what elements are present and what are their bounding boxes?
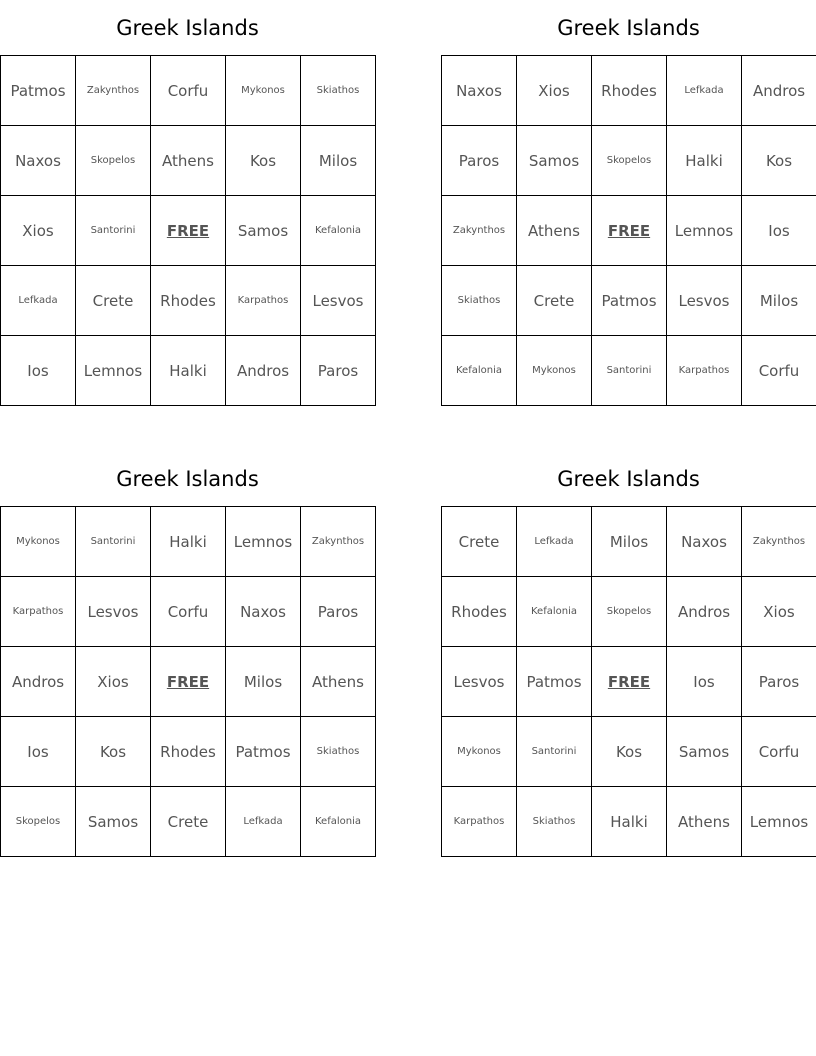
grid-cell: Zakynthos (76, 56, 151, 126)
grid-row (442, 647, 816, 717)
grid-cell: Skiathos (442, 266, 517, 336)
grid-cell: Patmos (592, 266, 667, 336)
grid-cell: Naxos (442, 56, 517, 126)
grid-cell: Skiathos (517, 787, 592, 857)
grid-cell: Milos (742, 266, 816, 336)
grid-cell: Karpathos (1, 577, 76, 647)
grid-cell: Crete (151, 787, 226, 857)
bingo-grid (441, 506, 816, 857)
grid-cell: Lesvos (76, 577, 151, 647)
grid-cell: Corfu (742, 717, 816, 787)
grid-cell: Naxos (667, 507, 742, 577)
card-title: Greek Islands (116, 16, 259, 40)
grid-cell: Halki (592, 787, 667, 857)
grid-cell: Zakynthos (442, 196, 517, 266)
grid-cell: Xios (517, 56, 592, 126)
grid-cell: Halki (667, 126, 742, 196)
grid-cell: Zakynthos (301, 507, 376, 577)
grid-cell: Xios (76, 647, 151, 717)
grid-cell: Lemnos (742, 787, 816, 857)
grid-cell: Kos (226, 126, 301, 196)
grid-cell: Milos (301, 126, 376, 196)
grid-cell: Milos (226, 647, 301, 717)
grid-row (442, 787, 816, 857)
grid-cell: Kefalonia (442, 336, 517, 406)
grid-cell: Karpathos (667, 336, 742, 406)
grid-cell: Andros (1, 647, 76, 717)
free-space: FREE (592, 196, 667, 266)
grid-row (442, 126, 816, 196)
grid-row (1, 336, 376, 406)
grid-cell: Paros (301, 577, 376, 647)
grid-row (1, 56, 376, 126)
grid-cell: Rhodes (442, 577, 517, 647)
grid-cell: Lesvos (442, 647, 517, 717)
grid-row (1, 787, 376, 857)
grid-cell: Halki (151, 336, 226, 406)
grid-cell: Samos (226, 196, 301, 266)
bingo-grid (441, 55, 816, 406)
bingo-card-1 (0, 0, 375, 406)
free-space: FREE (151, 196, 226, 266)
bingo-grid (0, 506, 376, 857)
grid-cell: Patmos (226, 717, 301, 787)
grid-cell: Ios (1, 336, 76, 406)
grid-cell: Skopelos (592, 126, 667, 196)
grid-cell: Patmos (517, 647, 592, 717)
grid-cell: Crete (442, 507, 517, 577)
grid-cell: Mykonos (226, 56, 301, 126)
grid-cell: Athens (517, 196, 592, 266)
grid-cell: Lesvos (301, 266, 376, 336)
grid-cell: Skiathos (301, 717, 376, 787)
grid-row (1, 647, 376, 717)
bingo-card-3 (0, 451, 375, 857)
grid-cell: Kos (76, 717, 151, 787)
grid-cell: Kefalonia (301, 196, 376, 266)
grid-cell: Santorini (76, 507, 151, 577)
free-space: FREE (151, 647, 226, 717)
grid-cell: Athens (301, 647, 376, 717)
grid-cell: Santorini (517, 717, 592, 787)
free-space: FREE (592, 647, 667, 717)
grid-cell: Kefalonia (301, 787, 376, 857)
grid-cell: Karpathos (226, 266, 301, 336)
grid-cell: Rhodes (151, 717, 226, 787)
grid-cell: Crete (517, 266, 592, 336)
grid-cell: Ios (667, 647, 742, 717)
grid-cell: Skiathos (301, 56, 376, 126)
grid-row (442, 266, 816, 336)
grid-cell: Zakynthos (742, 507, 816, 577)
grid-cell: Skopelos (592, 577, 667, 647)
grid-row (1, 577, 376, 647)
grid-cell: Lefkada (1, 266, 76, 336)
grid-cell: Athens (667, 787, 742, 857)
bingo-card-4 (441, 451, 816, 857)
grid-cell: Andros (226, 336, 301, 406)
grid-cell: Ios (742, 196, 816, 266)
grid-row (1, 196, 376, 266)
grid-cell: Skopelos (76, 126, 151, 196)
grid-cell: Halki (151, 507, 226, 577)
grid-cell: Lefkada (667, 56, 742, 126)
grid-cell: Paros (442, 126, 517, 196)
grid-row (1, 507, 376, 577)
grid-cell: Lemnos (667, 196, 742, 266)
card-title: Greek Islands (116, 467, 259, 491)
grid-row (442, 336, 816, 406)
grid-cell: Corfu (151, 577, 226, 647)
grid-cell: Andros (742, 56, 816, 126)
grid-cell: Naxos (1, 126, 76, 196)
grid-cell: Mykonos (517, 336, 592, 406)
grid-cell: Xios (742, 577, 816, 647)
grid-cell: Ios (1, 717, 76, 787)
grid-cell: Crete (76, 266, 151, 336)
grid-cell: Paros (742, 647, 816, 717)
grid-row (442, 717, 816, 787)
grid-cell: Mykonos (442, 717, 517, 787)
grid-row (442, 507, 816, 577)
bingo-card-2 (441, 0, 816, 406)
grid-cell: Corfu (742, 336, 816, 406)
grid-cell: Samos (667, 717, 742, 787)
grid-cell: Skopelos (1, 787, 76, 857)
grid-cell: Andros (667, 577, 742, 647)
grid-row (1, 266, 376, 336)
grid-cell: Karpathos (442, 787, 517, 857)
grid-cell: Kefalonia (517, 577, 592, 647)
grid-cell: Paros (301, 336, 376, 406)
grid-cell: Xios (1, 196, 76, 266)
grid-cell: Lemnos (76, 336, 151, 406)
grid-cell: Lefkada (226, 787, 301, 857)
grid-cell: Samos (517, 126, 592, 196)
grid-cell: Rhodes (151, 266, 226, 336)
grid-cell: Samos (76, 787, 151, 857)
card-title: Greek Islands (557, 467, 700, 491)
grid-row (442, 196, 816, 266)
grid-cell: Naxos (226, 577, 301, 647)
grid-cell: Athens (151, 126, 226, 196)
grid-cell: Patmos (1, 56, 76, 126)
grid-cell: Santorini (592, 336, 667, 406)
grid-cell: Rhodes (592, 56, 667, 126)
grid-row (1, 126, 376, 196)
card-title: Greek Islands (557, 16, 700, 40)
grid-cell: Santorini (76, 196, 151, 266)
grid-row (1, 717, 376, 787)
grid-row (442, 56, 816, 126)
grid-cell: Kos (742, 126, 816, 196)
grid-cell: Lemnos (226, 507, 301, 577)
bingo-grid (0, 55, 376, 406)
grid-cell: Corfu (151, 56, 226, 126)
grid-cell: Milos (592, 507, 667, 577)
grid-cell: Lefkada (517, 507, 592, 577)
grid-row (442, 577, 816, 647)
grid-cell: Lesvos (667, 266, 742, 336)
grid-cell: Mykonos (1, 507, 76, 577)
grid-cell: Kos (592, 717, 667, 787)
